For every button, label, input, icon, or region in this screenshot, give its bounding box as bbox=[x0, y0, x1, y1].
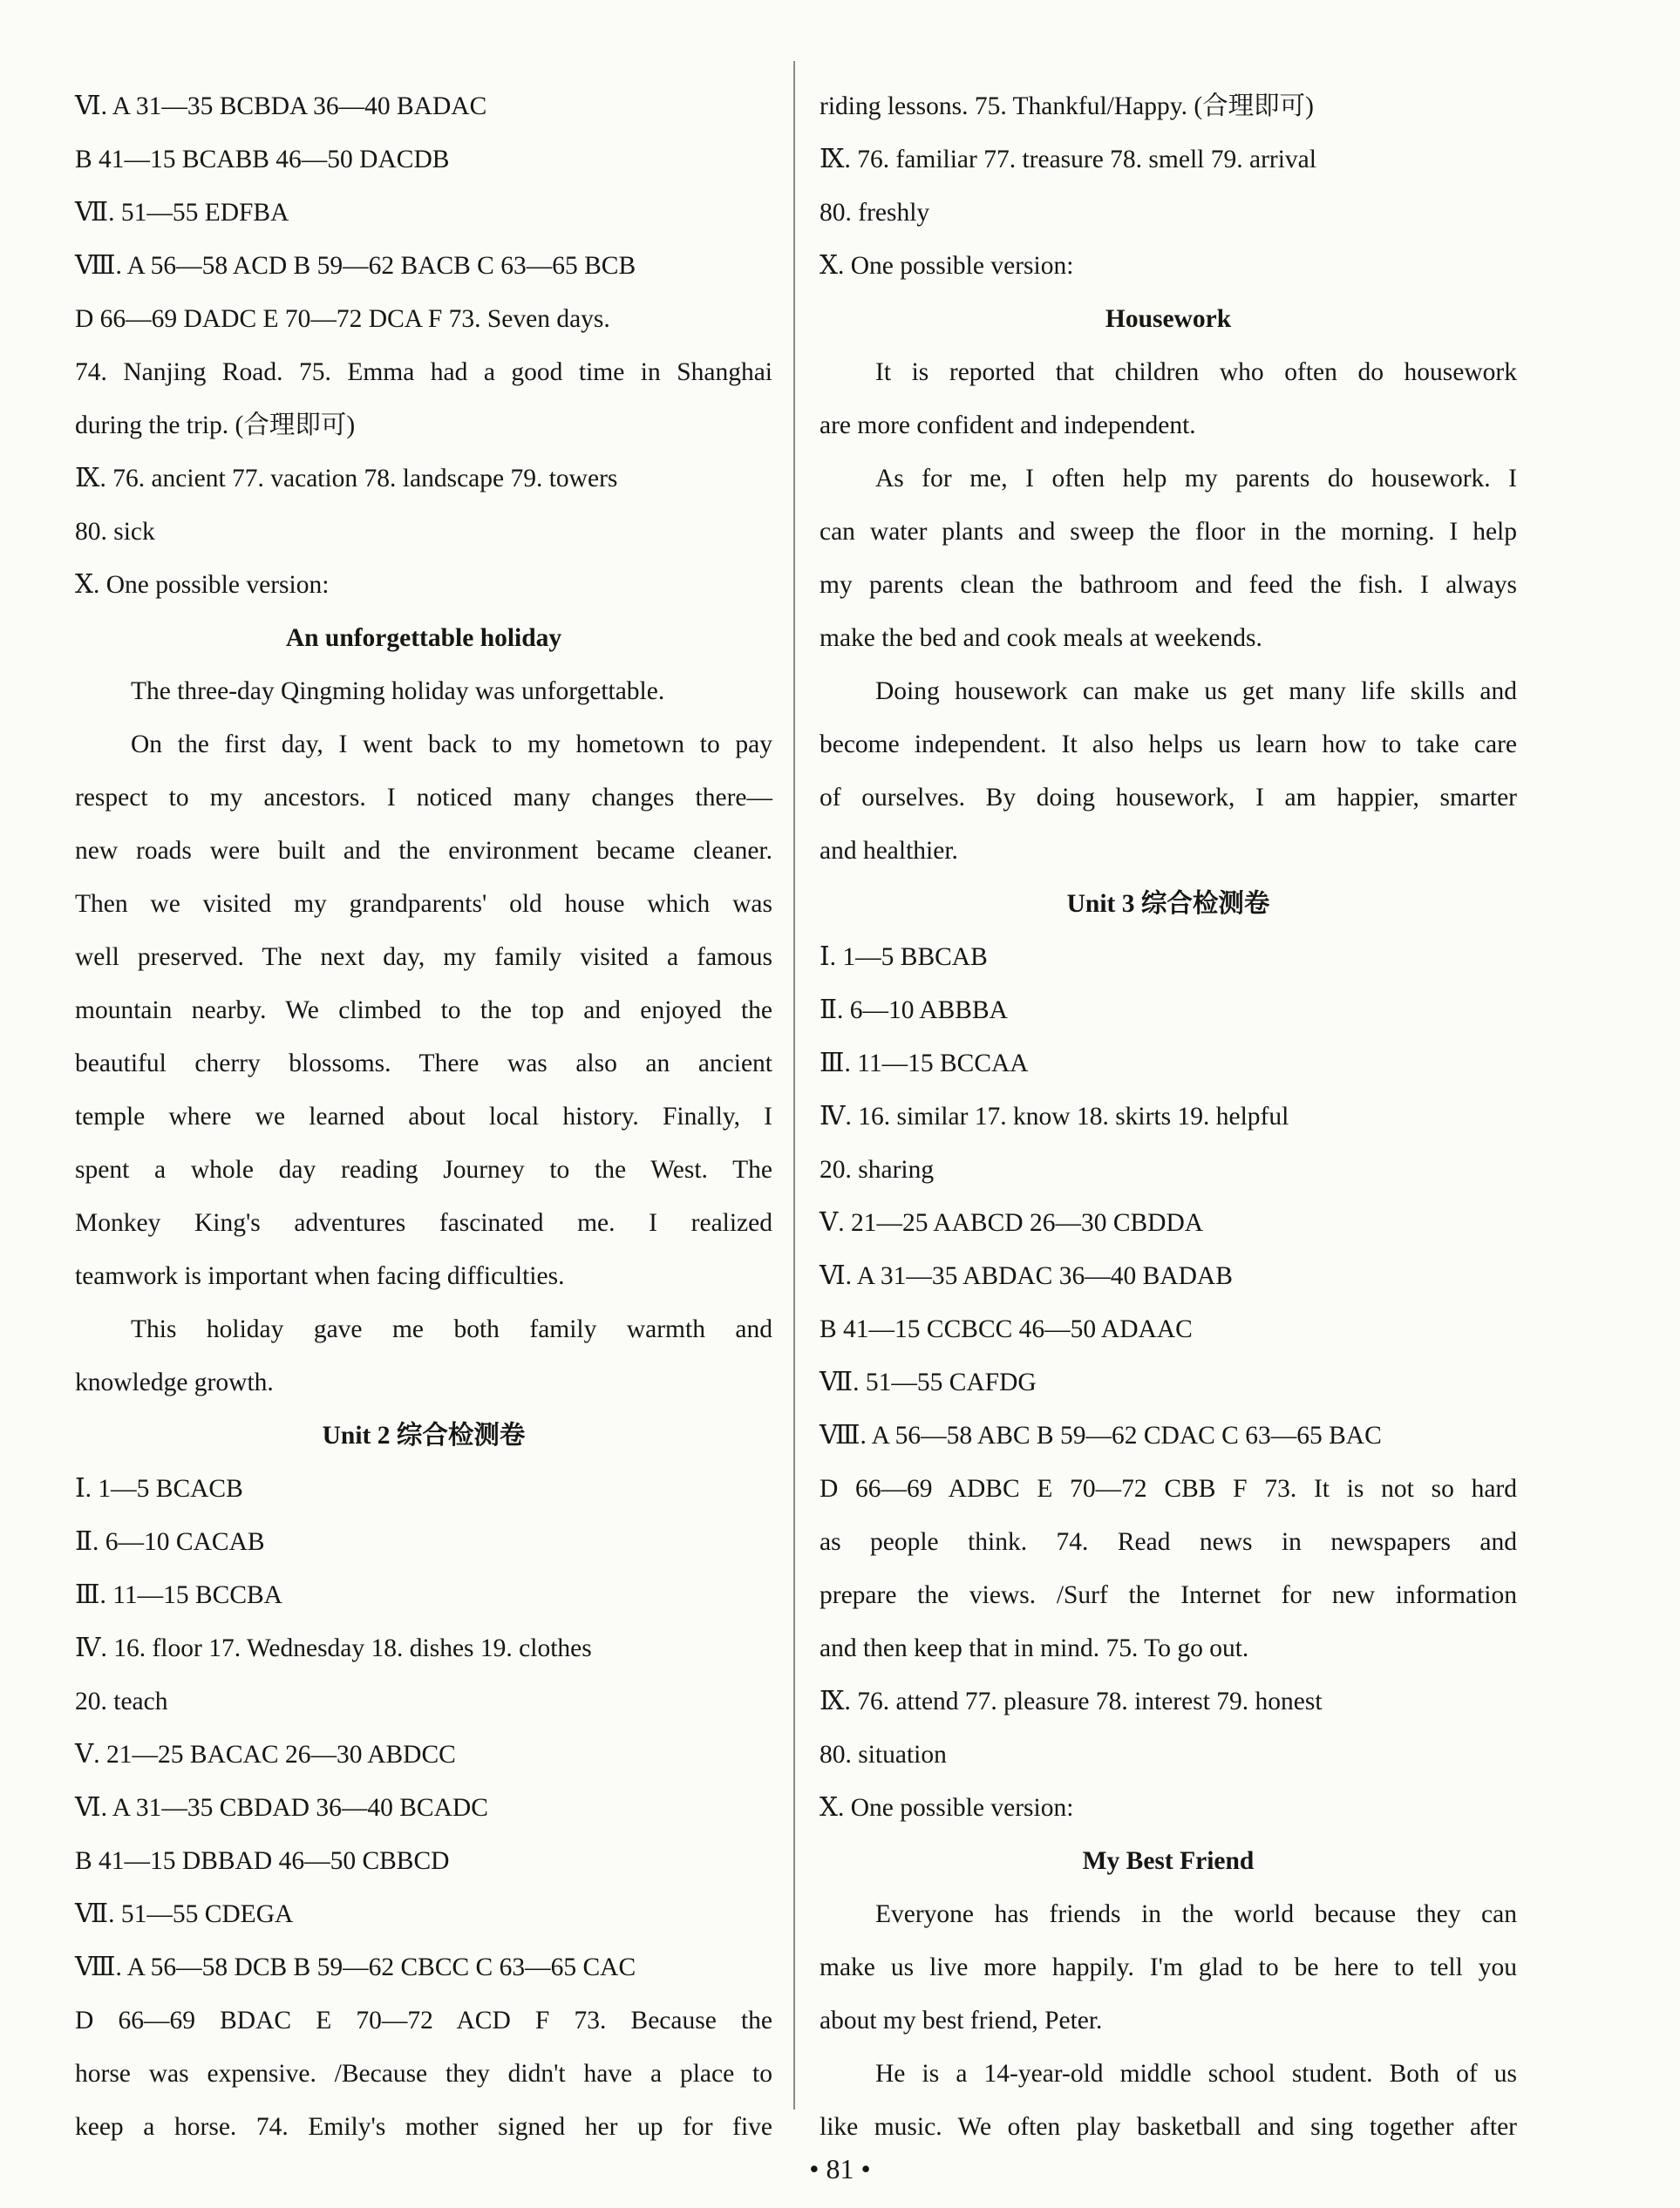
essay-line: make us live more happily. I'm glad to be here to tell you bbox=[820, 1953, 1517, 1981]
essay-title: An unforgettable holiday bbox=[285, 624, 562, 652]
page-number: • 81 • bbox=[809, 2153, 871, 2184]
essay-line: my parents clean the bathroom and feed the fish. I always bbox=[820, 571, 1517, 599]
essay-line: On the first day, I went back to my hometown to pay bbox=[131, 730, 772, 758]
essay-line: respect to my ancestors. I noticed many changes there— bbox=[75, 784, 772, 812]
essay-line: beautiful cherry blossoms. There was also an ancient bbox=[75, 1050, 772, 1077]
essay-line: As for me, I often help my parents do housework. I bbox=[875, 465, 1517, 493]
answer-line: B 41—15 BCABB 46—50 DACDB bbox=[75, 146, 450, 173]
answer-line: Ⅹ. One possible version: bbox=[820, 252, 1074, 280]
unit-title: Unit 2 综合检测卷 bbox=[322, 1422, 526, 1450]
essay-line: mountain nearby. We climbed to the top and enjoyed the bbox=[75, 996, 772, 1024]
essay-line: become independent. It also helps us learn how to take care bbox=[820, 730, 1517, 758]
answer-line: Ⅹ. One possible version: bbox=[75, 571, 330, 599]
essay-line: Monkey King's adventures fascinated me. I realized bbox=[75, 1209, 772, 1237]
right-column bbox=[820, 80, 1517, 2154]
essay-line: about my best friend, Peter. bbox=[820, 2007, 1103, 2035]
essay-line: new roads were built and the environment became cleaner. bbox=[75, 837, 772, 865]
answer-line: D 66—69 DADC E 70—72 DCA F 73. Seven days. bbox=[75, 305, 610, 333]
essay-line: are more confident and independent. bbox=[820, 411, 1196, 439]
essay-line: of ourselves. By doing housework, I am happier, smarter bbox=[820, 784, 1517, 812]
column-divider bbox=[793, 61, 795, 2109]
answer-line: 20. sharing bbox=[820, 1156, 935, 1184]
answer-line: 80. freshly bbox=[820, 199, 930, 227]
answer-line: 80. situation bbox=[820, 1741, 947, 1769]
essay-line: Then we visited my grandparents' old house which was bbox=[75, 890, 772, 918]
answer-line: D 66—69 BDAC E 70—72 ACD F 73. Because the bbox=[75, 2007, 772, 2035]
answer-line: as people think. 74. Read news in newspapers and bbox=[820, 1528, 1517, 1556]
answer-line: 74. Nanjing Road. 75. Emma had a good time in Shanghai bbox=[75, 358, 772, 386]
essay-line: He is a 14-year-old middle school student. Both of us bbox=[875, 2060, 1517, 2088]
answer-line: Ⅳ. 16. similar 17. know 18. skirts 19. helpful bbox=[820, 1103, 1289, 1131]
essay-line: teamwork is important when facing difficulties. bbox=[75, 1262, 565, 1290]
essay-line: and healthier. bbox=[820, 837, 958, 865]
essay-line: can water plants and sweep the floor in the morning. I help bbox=[820, 518, 1517, 546]
answer-line: D 66—69 ADBC E 70—72 CBB F 73. It is not so hard bbox=[820, 1475, 1517, 1503]
answer-line: Ⅴ. 21—25 AABCD 26—30 CBDDA bbox=[820, 1209, 1204, 1237]
essay-line: The three-day Qingming holiday was unforgettable. bbox=[131, 677, 665, 705]
answer-line: 80. sick bbox=[75, 518, 155, 546]
answer-line: during the trip. (合理即可) bbox=[75, 411, 356, 439]
essay-line: spent a whole day reading Journey to the West. The bbox=[75, 1156, 772, 1184]
essay-title: My Best Friend bbox=[1082, 1847, 1255, 1875]
answer-line: Ⅶ. 51—55 CAFDG bbox=[820, 1369, 1037, 1396]
essay-line: like music. We often play basketball and sing together after bbox=[820, 2113, 1517, 2141]
answer-line: Ⅵ. A 31—35 ABDAC 36—40 BADAB bbox=[820, 1262, 1233, 1290]
answer-line: B 41—15 DBBAD 46—50 CBBCD bbox=[75, 1847, 450, 1875]
left-column bbox=[75, 80, 772, 2154]
answer-line: Ⅷ. A 56—58 ACD B 59—62 BACB C 63—65 BCB bbox=[75, 252, 636, 280]
essay-line: temple where we learned about local history. Finally, I bbox=[75, 1103, 772, 1131]
essay-line: It is reported that children who often do housework bbox=[875, 358, 1517, 386]
answer-line: Ⅶ. 51—55 EDFBA bbox=[75, 199, 289, 227]
answer-line: and then keep that in mind. 75. To go out. bbox=[820, 1634, 1249, 1662]
essay-line: knowledge growth. bbox=[75, 1369, 274, 1396]
answer-line: Ⅲ. 11—15 BCCBA bbox=[75, 1581, 282, 1609]
answer-line: Ⅱ. 6—10 ABBBA bbox=[820, 996, 1008, 1024]
essay-line: Doing housework can make us get many life skills and bbox=[875, 677, 1517, 705]
essay-line: make the bed and cook meals at weekends. bbox=[820, 624, 1262, 652]
answer-line: keep a horse. 74. Emily's mother signed her up for five bbox=[75, 2113, 772, 2141]
answer-line: Ⅰ. 1—5 BBCAB bbox=[820, 943, 988, 971]
answer-line: Ⅵ. A 31—35 CBDAD 36—40 BCADC bbox=[75, 1794, 488, 1822]
answer-line: Ⅰ. 1—5 BCACB bbox=[75, 1475, 243, 1503]
answer-line: B 41—15 CCBCC 46—50 ADAAC bbox=[820, 1315, 1193, 1343]
essay-title: Housework bbox=[1105, 305, 1232, 333]
answer-line: Ⅱ. 6—10 CACAB bbox=[75, 1528, 265, 1556]
answer-line: Ⅸ. 76. ancient 77. vacation 78. landscape 79. towers bbox=[75, 465, 618, 493]
essay-line: This holiday gave me both family warmth and bbox=[131, 1315, 772, 1343]
answer-line: Ⅷ. A 56—58 DCB B 59—62 CBCC C 63—65 CAC bbox=[75, 1953, 636, 1981]
answer-line: 20. teach bbox=[75, 1688, 168, 1715]
answer-line: Ⅳ. 16. floor 17. Wednesday 18. dishes 19. clothes bbox=[75, 1634, 592, 1662]
answer-line: horse was expensive. /Because they didn't have a place to bbox=[75, 2060, 772, 2088]
answer-line: Ⅹ. One possible version: bbox=[820, 1794, 1074, 1822]
essay-line: well preserved. The next day, my family visited a famous bbox=[75, 943, 772, 971]
answer-line: Ⅴ. 21—25 BACAC 26—30 ABDCC bbox=[75, 1741, 456, 1769]
answer-line: riding lessons. 75. Thankful/Happy. (合理即可) bbox=[820, 92, 1314, 120]
answer-line: Ⅸ. 76. attend 77. pleasure 78. interest 79. honest bbox=[820, 1688, 1323, 1715]
answer-line: Ⅶ. 51—55 CDEGA bbox=[75, 1900, 294, 1928]
answer-line: Ⅲ. 11—15 BCCAA bbox=[820, 1050, 1029, 1077]
answer-line: Ⅵ. A 31—35 BCBDA 36—40 BADAC bbox=[75, 92, 487, 120]
answer-line: prepare the views. /Surf the Internet for new information bbox=[820, 1581, 1517, 1609]
unit-title: Unit 3 综合检测卷 bbox=[1066, 890, 1270, 918]
answer-line: Ⅷ. A 56—58 ABC B 59—62 CDAC C 63—65 BAC bbox=[820, 1422, 1382, 1450]
essay-line: Everyone has friends in the world because they can bbox=[875, 1900, 1517, 1928]
answer-line: Ⅸ. 76. familiar 77. treasure 78. smell 79. arrival bbox=[820, 146, 1316, 173]
